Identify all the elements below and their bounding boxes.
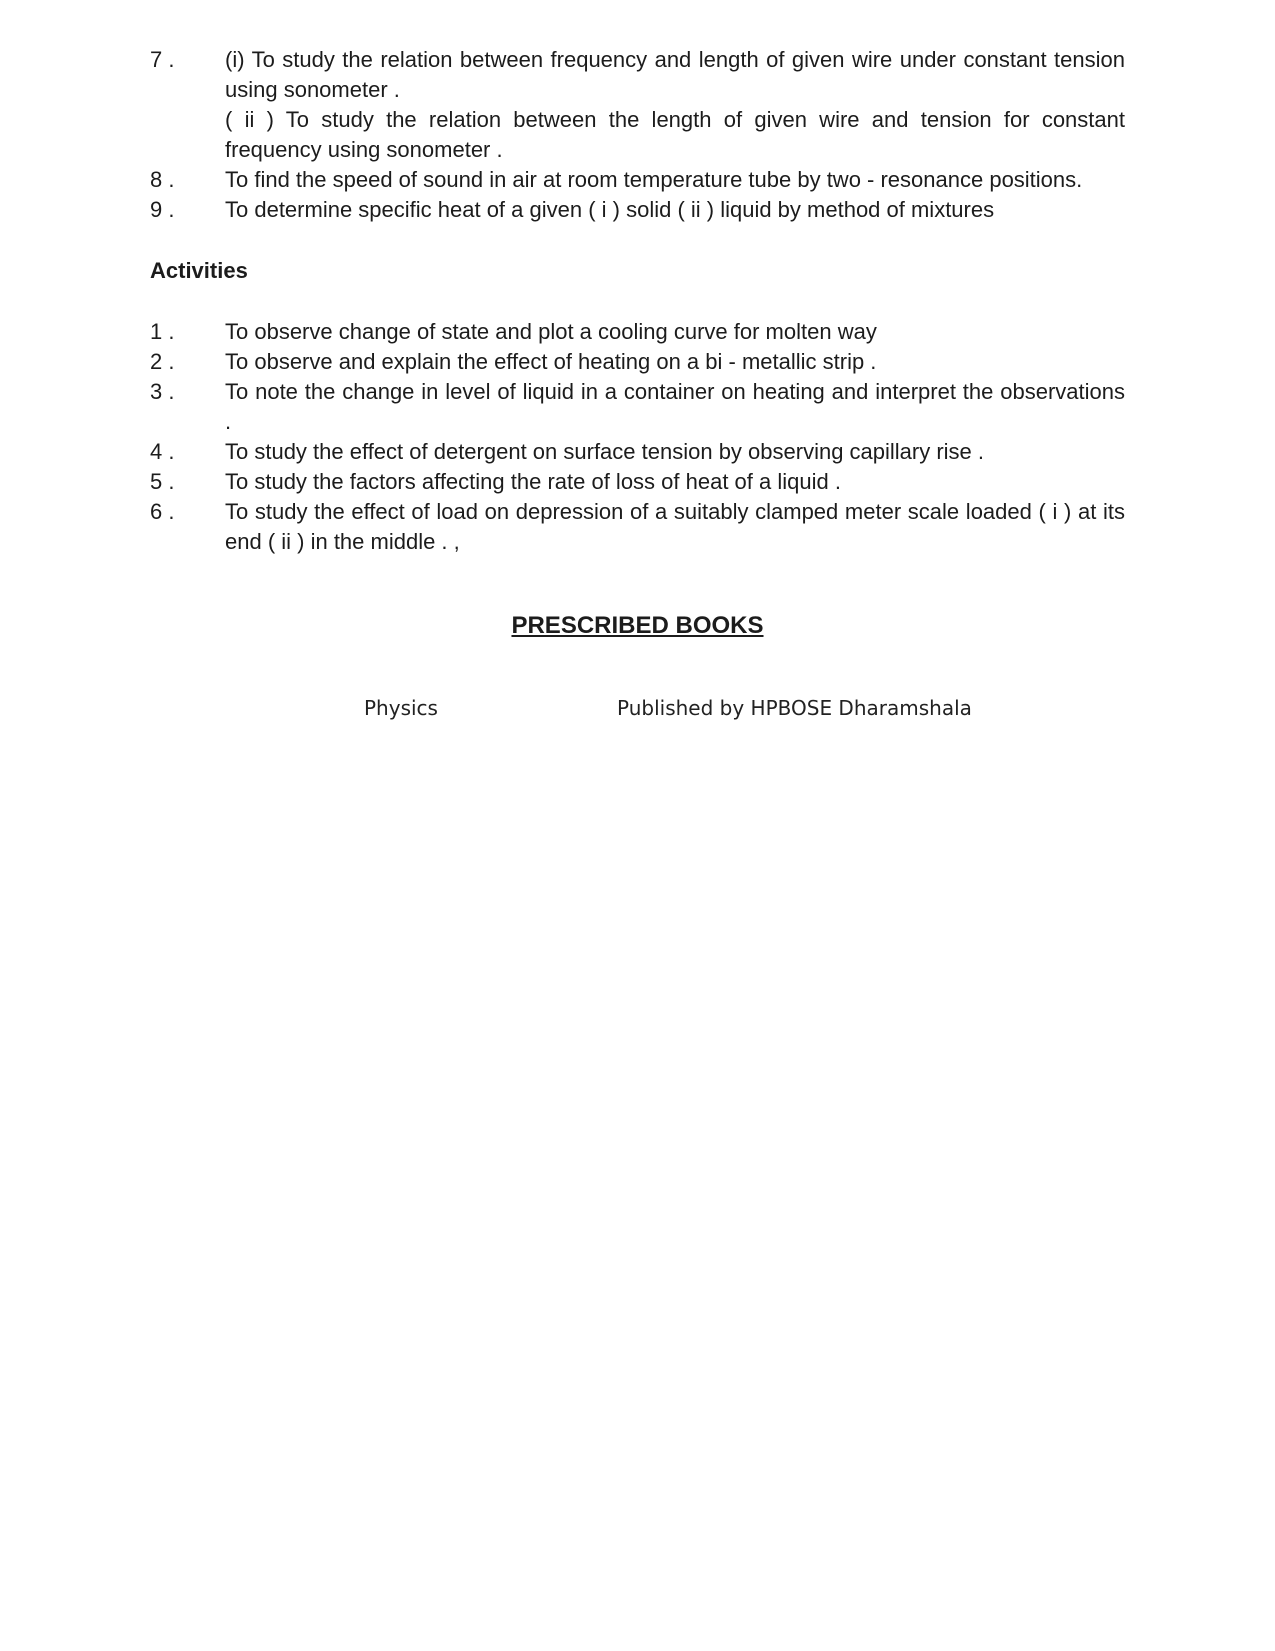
section-heading-activities: Activities [150,258,248,283]
list-item [150,347,1125,377]
item-number: 4 . [150,439,175,464]
item-text: To study the effect of load on depression of a suitably clamped meter scale loaded ( i ) at its end ( ii ) in the middle . , [225,499,1125,554]
item-text: To observe change of state and plot a cooling curve for molten way [225,319,877,344]
item-text: To note the change in level of liquid in a container on heating and interpret the observations . [225,379,1125,434]
book-subject: Physics [364,696,438,720]
item-number: 9 . [150,197,175,222]
activities-list [150,317,1125,557]
item-text: ( ii ) To study the relation between the length of given wire and tension for constant frequency using sonometer . [225,107,1125,162]
experiments-list [150,45,1125,225]
list-item [150,195,1125,225]
item-number: 8 . [150,167,175,192]
list-item [150,165,1125,195]
item-number: 7 . [150,47,175,72]
list-item [150,467,1125,497]
item-text: To find the speed of sound in air at room temperature tube by two - resonance positions. [225,167,1083,192]
item-text: To observe and explain the effect of heating on a bi - metallic strip . [225,349,877,374]
item-number: 2 . [150,349,175,374]
item-text: To determine specific heat of a given ( i ) solid ( ii ) liquid by method of mixtures [225,197,995,222]
item-number: 6 . [150,499,175,524]
book-publisher: Published by HPBOSE Dharamshala [617,696,972,720]
list-item [150,497,1125,557]
item-number: 3 . [150,379,175,404]
list-item [150,377,1125,437]
section-heading-prescribed-books: PRESCRIBED BOOKS [511,612,764,639]
list-item [150,317,1125,347]
item-number: 1 . [150,319,175,344]
list-item [150,45,1125,165]
item-text: (i) To study the relation between frequency and length of given wire under constant tension using sonometer . [225,47,1125,102]
item-text: To study the effect of detergent on surface tension by observing capillary rise . [225,439,985,464]
item-text: To study the factors affecting the rate of loss of heat of a liquid . [225,469,841,494]
item-number: 5 . [150,469,175,494]
list-item [150,437,1125,467]
